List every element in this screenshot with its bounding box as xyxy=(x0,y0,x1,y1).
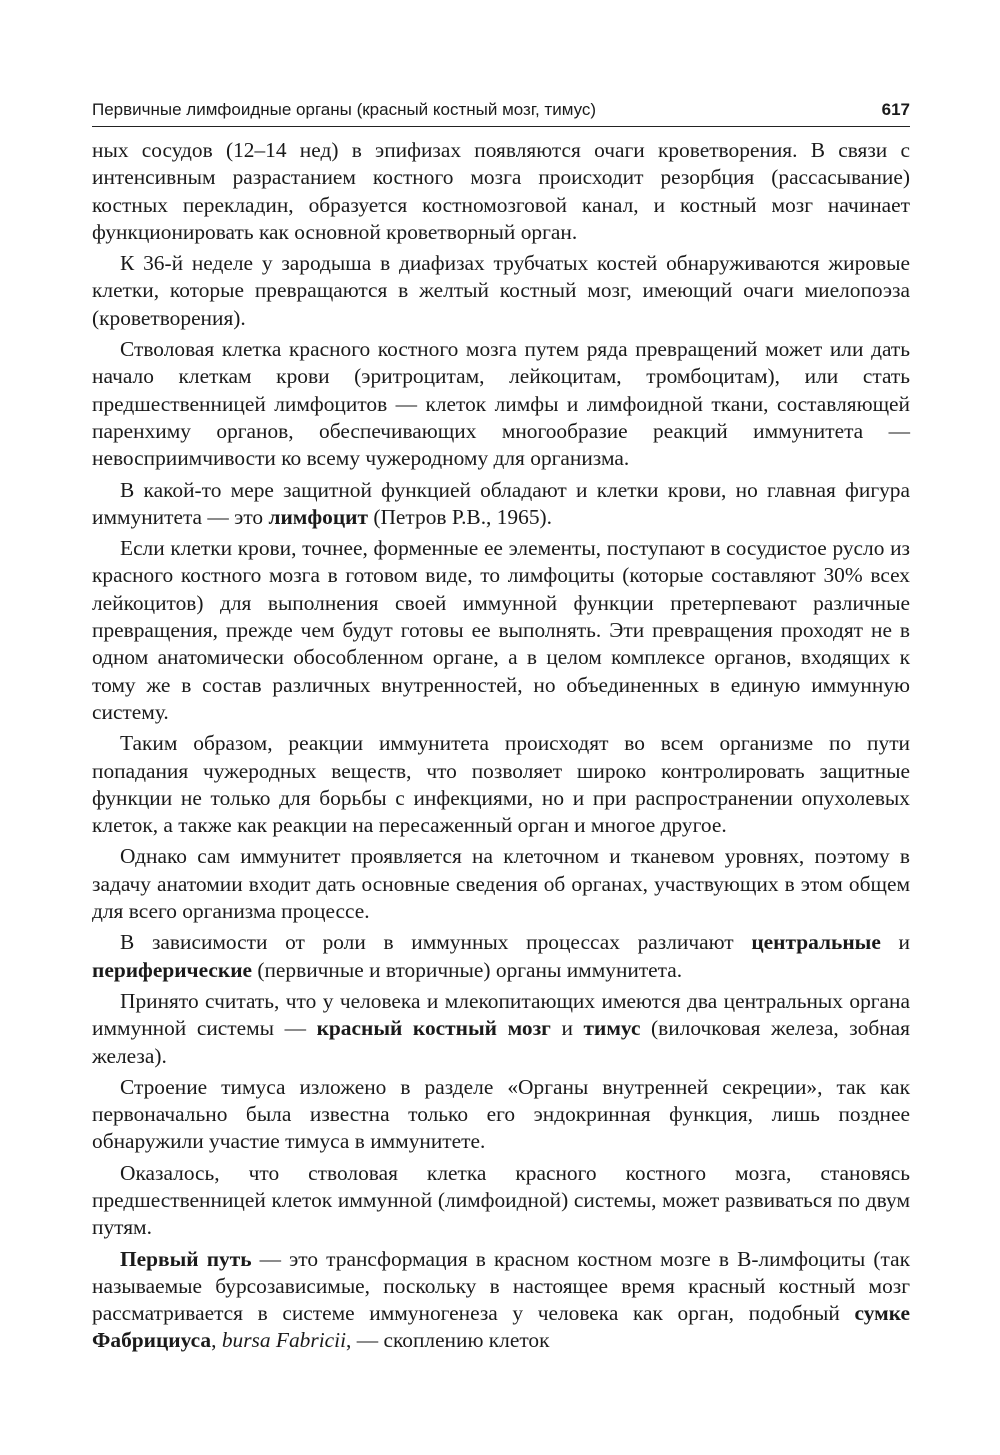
paragraph-6-text: Таким образом, реакции иммунитета происходят во всем организме по пути попадания чужеродных веществ, что позволяет широко контролировать защитные функции не только для борьбы с инфекциями, но и при распространении опухолевых клеток, а также как реакции на пересаженный орган и многое другое. xyxy=(92,731,910,838)
term-thymus: тимус xyxy=(583,1016,641,1041)
paragraph-3-text: Стволовая клетка красного костного мозга путем ряда превращений может или дать начало клеткам крови (эритроцитам, лейкоцитам, тромбоцитам), или стать предшественницей лимфоцитов — клеток лимфы и лимфоидной ткани, составляющей паренхиму органов, обеспечивающих многообразие реакций иммунитета — невосприимчивости ко всему чужеродному для организма. xyxy=(92,337,910,471)
paragraph-8-text-c: (первичные и вторичные) органы иммунитета. xyxy=(252,957,683,982)
paragraph-4-text-a: В какой-то мере защитной функцией обладают и клетки крови, но главная фигура иммунитета — это xyxy=(92,477,910,529)
running-head-title: Первичные лимфоидные органы (красный костный мозг, тимус) xyxy=(92,100,597,119)
paragraph-2 xyxy=(92,250,910,332)
paragraph-10 xyxy=(92,1074,910,1156)
paragraph-4 xyxy=(92,477,910,532)
paragraph-12-text-a: — это трансформация в красном костном мозге в В-лимфоциты (так называемые бурсозависимые, поскольку в настоящее время красный костный мозг рассматривается в системе иммуногенеза у человека как орган, подобный xyxy=(92,1246,911,1326)
paragraph-12-text-b: , xyxy=(211,1328,222,1353)
term-bursa-fabricius: сумке Фабрициуса xyxy=(92,1301,910,1353)
paragraph-1-text: ных сосудов (12–14 нед) в эпифизах появляются очаги кроветворения. В связи с интенсивным разрастанием костного мозга происходит резорбция (рассасывание) костных перекладин, образуется костномозговой канал, и костный мозг начинает функционировать как основной кроветворный орган. xyxy=(92,138,910,244)
paragraph-8-text-a: В зависимости от роли в иммунных процессах различают xyxy=(120,930,752,955)
term-central: центральные xyxy=(751,930,881,955)
paragraph-3 xyxy=(92,336,910,472)
paragraph-9 xyxy=(92,988,910,1070)
paragraph-5-text: Если клетки крови, точнее, форменные ее элементы, поступают в сосудистое русло из красного костного мозга в готовом виде, то лимфоциты (которые составляют 30% всех лейкоцитов) для выполнения своей иммунной функции претерпевают различные превращения, прежде чем будут готовы ее выполнять. Эти превращения проходят не в одном анатомически обособленном органе, а в целом комплексе органов, входящих к тому же в состав различных внутренностей, но объединенных в единую иммунную систему. xyxy=(92,536,910,724)
paragraph-4-text-b: (Петров Р.В., 1965). xyxy=(368,504,552,529)
paragraph-7-text: Однако сам иммунитет проявляется на клеточном и тканевом уровнях, поэтому в задачу анатомии входит дать основные сведения об органах, участвующих в этом общем для всего организма процессе. xyxy=(92,844,910,924)
paragraph-2-text: К 36-й неделе у зародыша в диафизах трубчатых костей обнаруживаются жировые клетки, которые превращаются в желтый костный мозг, имеющий очаги миелопоэза (кроветворения). xyxy=(92,251,910,330)
term-first-path: Первый путь xyxy=(120,1246,252,1271)
paragraph-9-text-c: (вилочковая железа, зобная железа). xyxy=(92,1016,910,1068)
paragraph-9-text-b: и xyxy=(550,1016,584,1041)
term-peripheral: периферические xyxy=(92,957,253,982)
body-text xyxy=(92,137,910,1355)
term-red-bone-marrow: красный костный мозг xyxy=(316,1016,551,1041)
paragraph-7 xyxy=(92,843,910,925)
page-number: 617 xyxy=(881,100,910,119)
paragraph-5 xyxy=(92,535,910,726)
paragraph-10-text: Строение тимуса изложено в разделе «Органы внутренней секреции», так как первоначально была известна только его эндокринная функция, лишь позднее обнаружили участие тимуса в иммунитете. xyxy=(92,1074,910,1154)
term-bursa-fabricii-latin: bursa Fabricii xyxy=(221,1328,347,1353)
running-head xyxy=(92,100,910,127)
book-page xyxy=(92,100,910,1359)
term-lymphocyte: лимфоцит xyxy=(268,504,368,529)
paragraph-8 xyxy=(92,929,910,984)
paragraph-11 xyxy=(92,1160,910,1242)
paragraph-1 xyxy=(92,137,910,246)
paragraph-12-text-c: , — скоплению клеток xyxy=(346,1328,550,1353)
paragraph-9-text-a: Принято считать, что у человека и млекопитающих имеются два центральных органа иммунной системы — xyxy=(92,988,910,1041)
paragraph-11-text: Оказалось, что стволовая клетка красного костного мозга, становясь предшественницей клеток иммунной (лимфоидной) системы, может развиваться по двум путям. xyxy=(92,1160,910,1240)
paragraph-8-text-b: и xyxy=(880,930,910,955)
paragraph-12 xyxy=(92,1246,910,1355)
paragraph-6 xyxy=(92,730,910,839)
